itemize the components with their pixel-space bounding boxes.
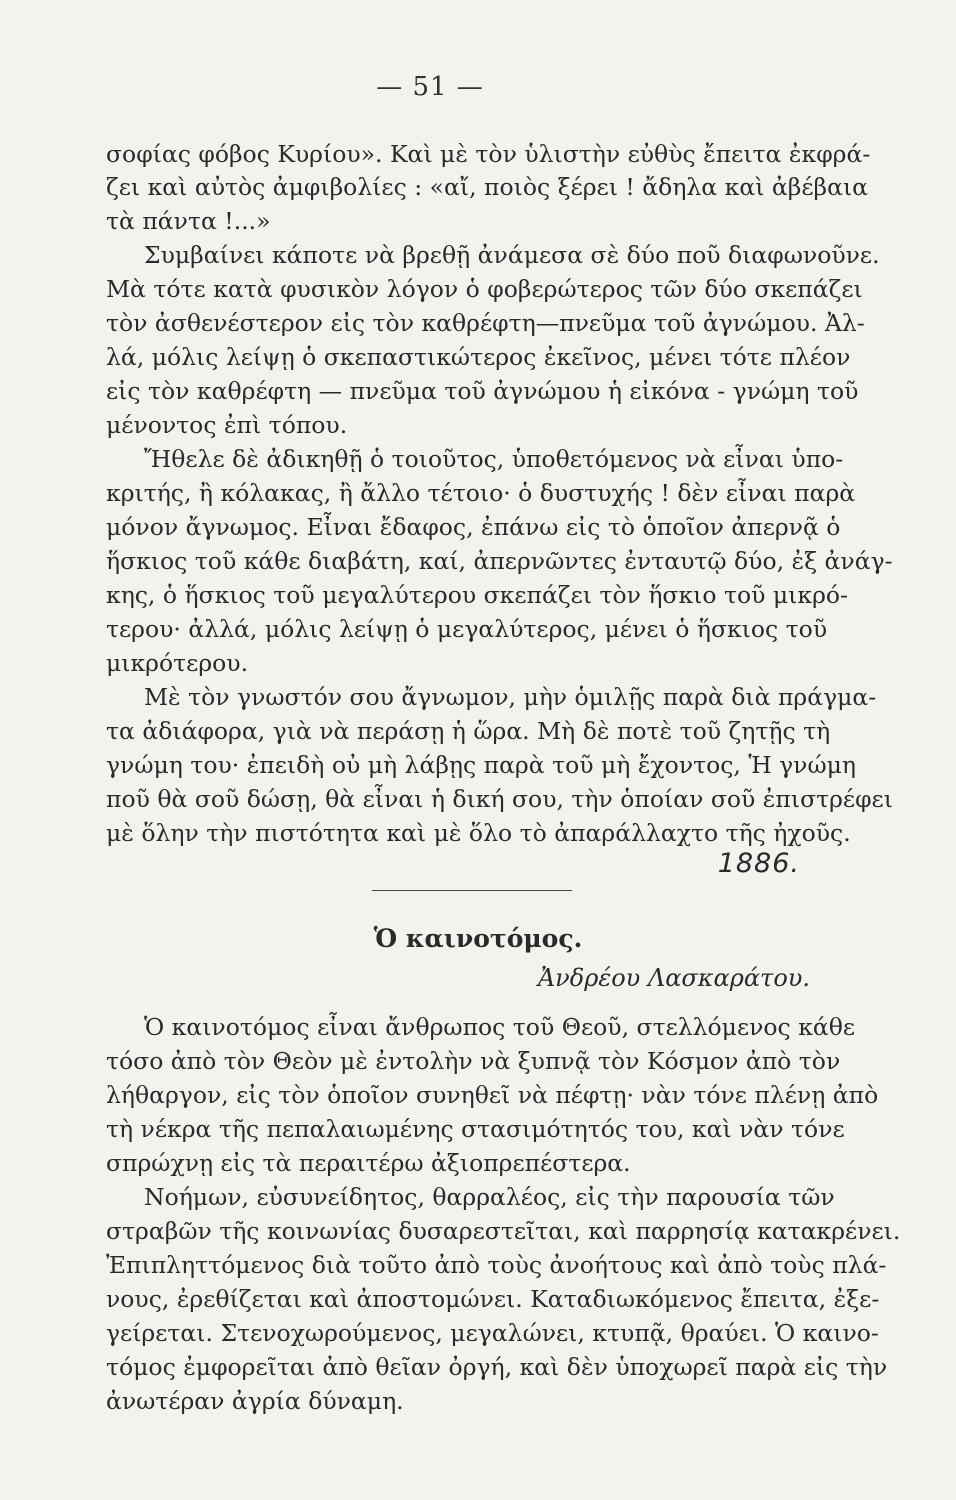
text-line: τόμος ἐμφορεῖται ἀπὸ θεῖαν ὀργή, καὶ δὲν ὑποχωρεῖ παρὰ εἰς τὴν — [106, 1353, 888, 1381]
article-author: Ἀνδρέου Λασκαράτου. — [537, 964, 810, 992]
text-line: Ἐπιπληττόμενος διὰ τοῦτο ἀπὸ τοὺς ἀνοήτους καὶ ἀπὸ τοὺς πλά- — [106, 1251, 887, 1279]
text-line: γνώμη του· ἐπειδὴ οὐ μὴ λάβῃς παρὰ τοῦ μὴ ἔχοντος, Ἡ γνώμη — [106, 751, 856, 779]
text-line: Νοήμων, εὐσυνείδητος, θαρραλέος, εἰς τὴν παρουσία τῶν — [144, 1183, 835, 1211]
text-line: Μὰ τότε κατὰ φυσικὸν λόγον ὁ φοβερώτερος τῶν δύο σκεπάζει — [106, 275, 863, 303]
text-line: ἀνωτέραν ἀγρία δύναμη. — [106, 1387, 404, 1415]
text-line: Μὲ τὸν γνωστόν σου ἄγνωμον, μὴν ὁμιλῇς παρὰ διὰ πράγμα- — [144, 683, 877, 711]
date-signature: 1886. — [717, 848, 800, 879]
text-line: σπρώχνῃ εἰς τὰ περαιτέρω ἀξιοπρεπέστερα. — [106, 1149, 631, 1177]
text-line: κης, ὁ ἥσκιος τοῦ μεγαλύτερου σκεπάζει τὸν ἥσκιο τοῦ μικρό- — [106, 581, 848, 609]
text-line: λά, μόλις λείψῃ ὁ σκεπαστικώτερος ἐκεῖνος, μένει τότε πλέον — [106, 343, 851, 371]
text-line: μόνον ἄγνωμος. Εἶναι ἔδαφος, ἐπάνω εἰς τὸ ὁποῖον ἀπερνᾷ ὁ — [106, 513, 841, 541]
text-line: Συμβαίνει κάποτε νὰ βρεθῇ ἀνάμεσα σὲ δύο ποῦ διαφωνοῦνε. — [144, 241, 880, 269]
text-line: τὴ νέκρα τῆς πεπαλαιωμένης στασιμότητός του, καὶ νὰν τόνε — [106, 1115, 845, 1143]
text-line: Ἤθελε δὲ ἀδικηθῇ ὁ τοιοῦτος, ὑποθετόμενος νὰ εἶναι ὑπο- — [144, 445, 844, 473]
text-line: μένοντος ἐπὶ τόπου. — [106, 411, 348, 439]
text-line: γείρεται. Στενοχωρούμενος, μεγαλώνει, κτυπᾷ, θραύει. Ὁ καινο- — [106, 1319, 879, 1347]
text-line: τὰ πάντα !...» — [106, 207, 271, 235]
article-title: Ὁ καινοτόμος. — [373, 924, 583, 953]
text-line: ἥσκιος τοῦ κάθε διαβάτη, καί, ἀπερνῶντες ἐνταυτῷ δύο, ἐξ ἀνάγ- — [106, 547, 893, 575]
text-line: σοφίας φόβος Κυρίου». Καὶ μὲ τὸν ὑλιστὴν εὐθὺς ἔπειτα ἐκφρά- — [106, 140, 871, 168]
text-line: στραβῶν τῆς κοινωνίας δυσαρεστεῖται, καὶ παρρησίᾳ κατακρένει. — [106, 1217, 901, 1245]
text-line: τερου· ἀλλά, μόλις λείψῃ ὁ μεγαλύτερος, μένει ὁ ἥσκιος τοῦ — [106, 615, 828, 643]
text-line: εἰς τὸν καθρέφτη — πνεῦμα τοῦ ἀγνώμου ἡ εἰκόνα - γνώμη τοῦ — [106, 377, 859, 405]
text-line: Ὁ καινοτόμος εἶναι ἄνθρωπος τοῦ Θεοῦ, στελλόμενος κάθε — [144, 1013, 856, 1041]
text-line: κριτής, ἢ κόλακας, ἢ ἄλλο τέτοιο· ὁ δυστυχής ! δὲν εἶναι παρὰ — [106, 479, 856, 507]
text-line: τόσο ἀπὸ τὸν Θεὸν μὲ ἐντολὴν νὰ ξυπνᾷ τὸν Κόσμον ἀπὸ τὸν — [106, 1047, 841, 1075]
text-line: ποῦ θὰ σοῦ δώσῃ, θὰ εἶναι ἡ δική σου, τὴν ὁποίαν σοῦ ἐπιστρέφει — [106, 785, 893, 813]
text-line: τα ἀδιάφορα, γιὰ νὰ περάσῃ ἡ ὥρα. Μὴ δὲ ποτὲ τοῦ ζητῇς τὴ — [106, 717, 831, 745]
page-number: — 51 — — [376, 72, 484, 102]
text-line: μὲ ὅλην τὴν πιστότητα καὶ μὲ ὅλο τὸ ἀπαράλλαχτο τῆς ἠχοῦς. — [106, 819, 851, 847]
text-line: λήθαργον, εἰς τὸν ὁποῖον συνηθεῖ νὰ πέφτῃ· νὰν τόνε πλένῃ ἀπὸ — [106, 1081, 879, 1109]
text-line: τὸν ἀσθενέστερον εἰς τὸν καθρέφτη—πνεῦμα τοῦ ἀγνώμου. Ἀλ- — [106, 309, 865, 337]
section-divider — [372, 890, 572, 891]
text-line: νους, ἐρεθίζεται καὶ ἀποστομώνει. Καταδιωκόμενος ἔπειτα, ἐξε- — [106, 1285, 880, 1313]
text-line: ζει καὶ αὐτὸς ἀμφιβολίες : «αἴ, ποιὸς ξέρει ! ἄδηλα καὶ ἀβέβαια — [106, 173, 869, 201]
text-line: μικρότερου. — [106, 649, 249, 677]
